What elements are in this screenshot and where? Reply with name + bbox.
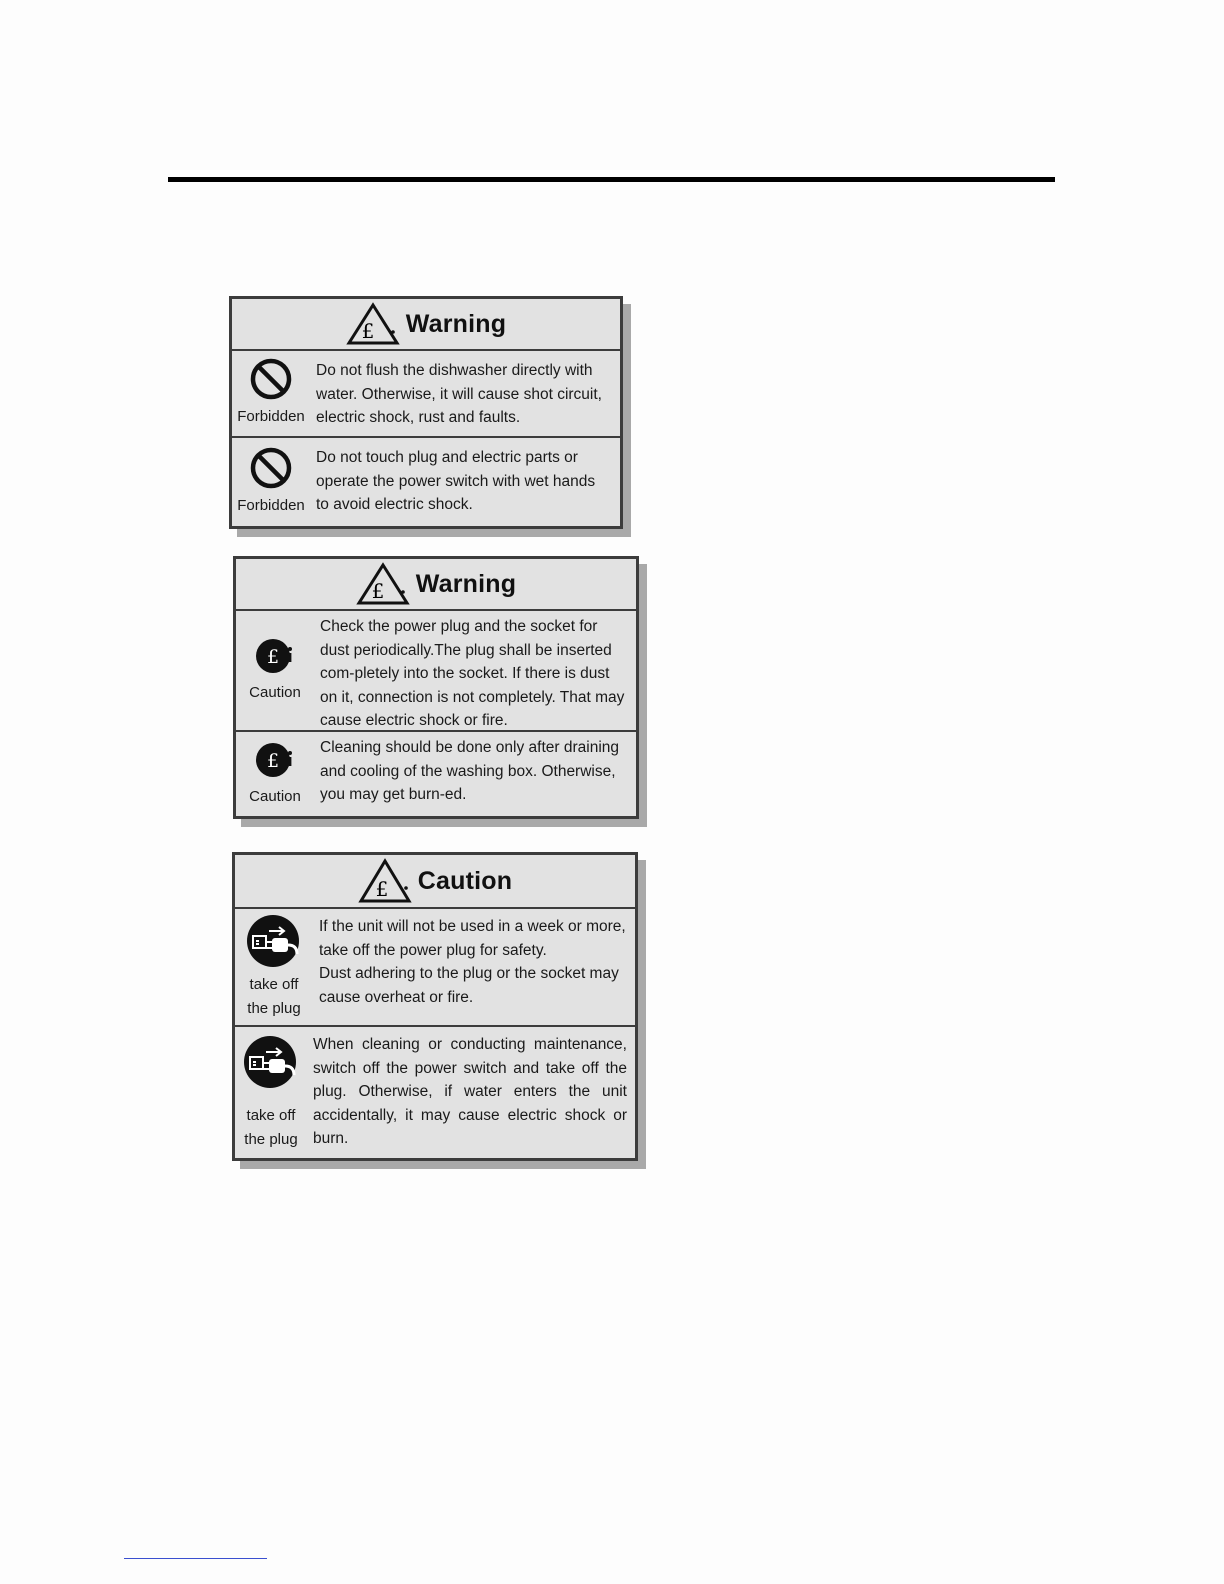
panel-title: Warning [405,309,507,338]
forbidden-icon [248,447,294,494]
svg-text:£: £ [266,646,280,668]
electric-hazard-icon [356,562,410,606]
unplug-icon [245,914,303,973]
top-rule [168,177,1055,182]
icon-label: Caution [249,787,301,805]
warning-panel-1 [229,296,623,529]
icon-label: the plug [247,999,301,1017]
unplug-icon [242,1035,300,1094]
forbidden-icon [248,358,294,405]
instruction-row [235,1027,635,1160]
svg-text:£: £ [361,319,375,343]
icon-label: take off [249,975,299,993]
svg-text:£: £ [375,877,389,901]
instruction-row [236,732,636,816]
instruction-text: Do not flush the dishwasher directly with water. Otherwise, it will cause shot circuit, electric shock, rust and faults. [316,362,602,427]
icon-label: the plug [244,1131,298,1148]
panel-header [235,855,635,909]
caution-icon [253,636,297,681]
instruction-row [232,438,620,527]
panel-title: Caution [417,866,513,895]
panel-header [232,299,620,351]
instruction-text: Do not touch plug and electric parts or operate the power switch with wet hands to avoid electric shock. [316,449,596,514]
svg-text:£: £ [266,749,280,772]
icon-label: take off [246,1107,296,1124]
instruction-text: Check the power plug and the socket for dust periodically.The plug shall be inserted com-pletely into the socket. If there is dust on it, connection is not completely. That may cause electric shock or fire. [320,618,625,730]
instruction-text: Cleaning should be done only after draining and cooling of the washing box. Otherwise, you may get burn-ed. [320,739,620,804]
instruction-row [236,611,636,732]
electric-hazard-icon [346,302,400,346]
instruction-text: Dust adhering to the plug or the socket may cause overheat or fire. [319,965,619,1006]
warning-panel-2 [233,556,639,819]
link-underline [124,1558,267,1559]
instruction-text: When cleaning or conducting maintenance, switch off the power switch and take off the plug. Otherwise, if water enters the unit accidentally, it may cause electric shock or burn. [313,1036,627,1148]
icon-label: Forbidden [237,408,305,425]
svg-text:£: £ [371,579,385,603]
caution-panel [232,852,638,1161]
instruction-row [235,909,635,1027]
icon-label: Caution [249,684,301,701]
panel-header [236,559,636,611]
icon-label: Forbidden [237,497,305,514]
caution-icon [253,740,297,785]
instruction-text: If the unit will not be used in a week or more, take off the power plug for safety. [319,918,626,959]
panel-title: Warning [415,569,517,598]
electric-hazard-icon [358,858,412,904]
instruction-row [232,351,620,438]
